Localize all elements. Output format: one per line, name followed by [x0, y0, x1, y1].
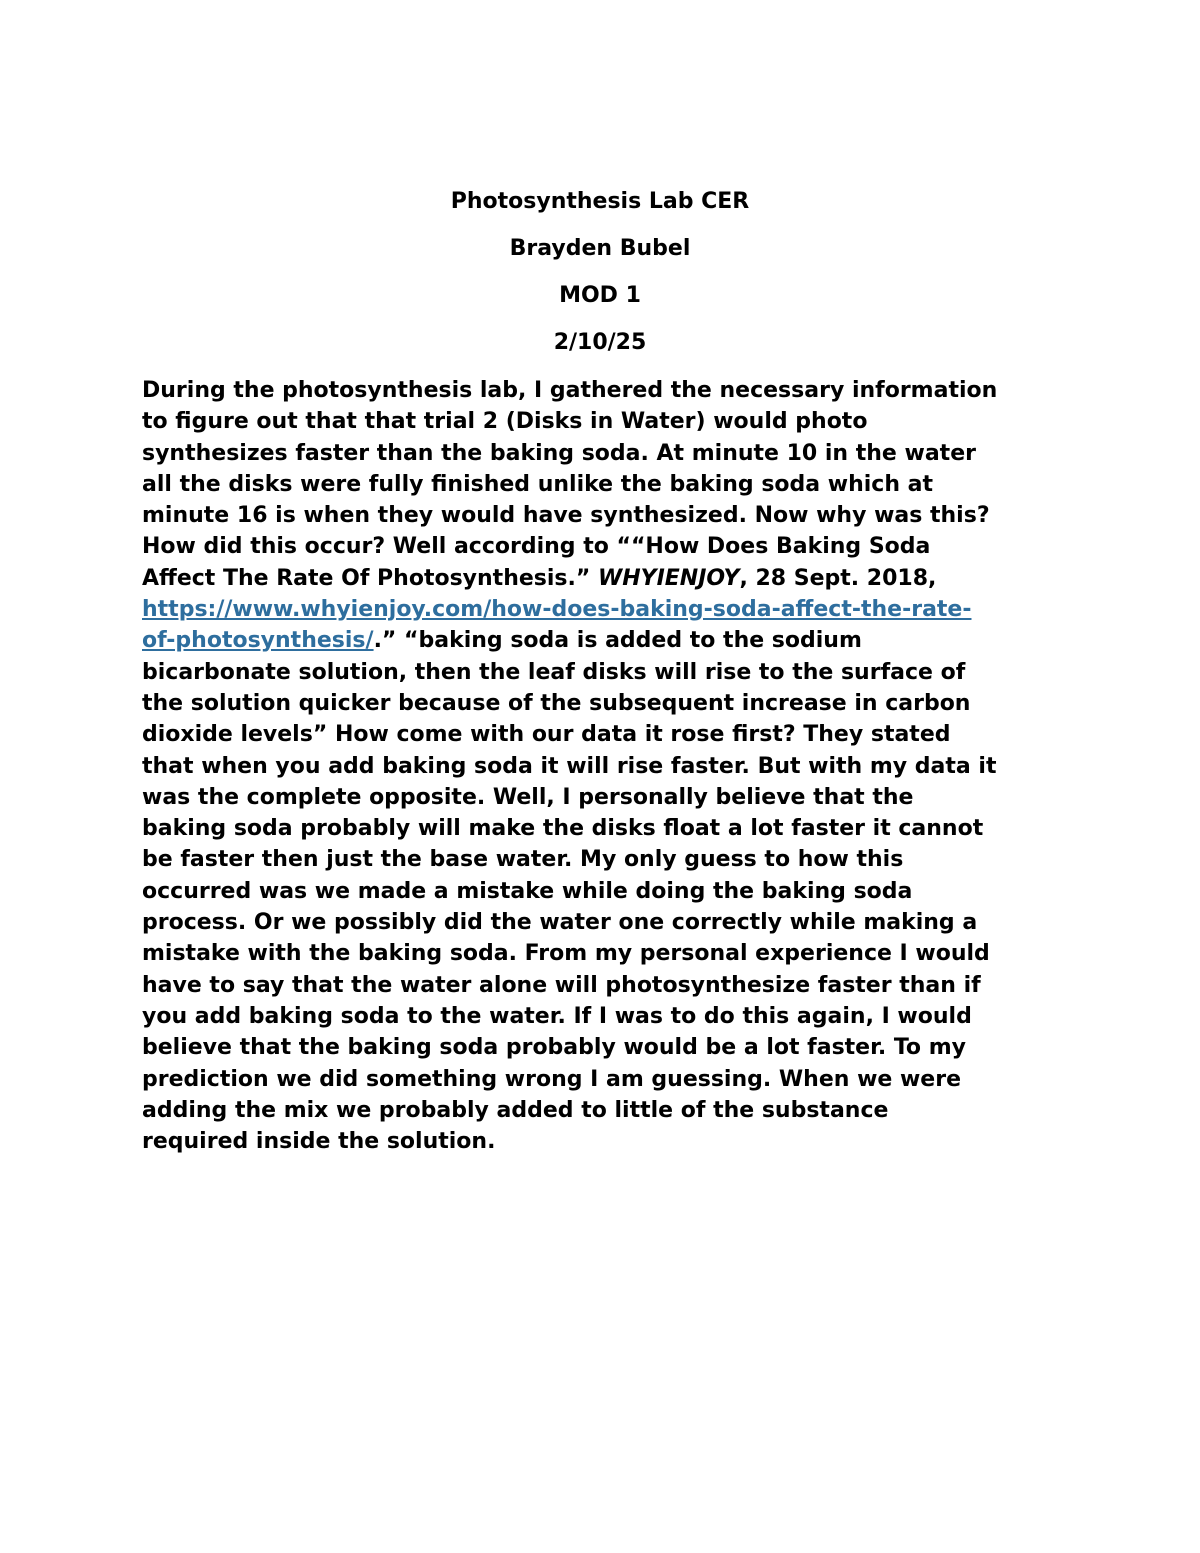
paragraph-line: minute 16 is when they would have synthesized. Now why was this? [142, 503, 990, 529]
paragraph-line: you add baking soda to the water. If I was to do this again, I would [142, 1003, 972, 1029]
citation-source: WHYIENJOY [597, 565, 740, 591]
paragraph-line: mistake with the baking soda. From my personal experience I would [142, 941, 990, 967]
paragraph-line: synthesizes faster than the baking soda. At minute 10 in the water [142, 440, 976, 466]
paragraph-line: occurred was we made a mistake while doing the baking soda [142, 878, 913, 904]
paragraph-line: How did this occur? Well according to ““How Does Baking Soda [142, 534, 931, 560]
paragraph-line: prediction we did something wrong I am guessing. When we were [142, 1066, 961, 1092]
paragraph-line: bicarbonate solution, then the leaf disks will rise to the surface of [142, 659, 966, 685]
paragraph-line: During the photosynthesis lab, I gathered the necessary information [142, 378, 998, 403]
paragraph-line: required inside the solution. [142, 1129, 496, 1155]
paragraph-line: dioxide levels” How come with our data it rose first? They stated [142, 722, 951, 748]
citation-link-part1[interactable]: https://www.whyienjoy.com/how-does-baking-soda-affect-the-rate- [142, 597, 972, 623]
citation-link-part2[interactable]: of-photosynthesis/ [142, 628, 374, 654]
paragraph-line: the solution quicker because of the subsequent increase in carbon [142, 690, 971, 716]
paragraph-line-citation [142, 563, 1067, 594]
paragraph-line: baking soda probably will make the disks float a lot faster it cannot [142, 816, 984, 842]
document-title: Photosynthesis Lab CER [450, 189, 750, 214]
paragraph-line: was the complete opposite. Well, I personally believe that the [142, 784, 914, 810]
document-date: 2/10/25 [553, 330, 647, 355]
document-header [0, 186, 1200, 374]
paragraph-line: adding the mix we probably added to little of the substance [142, 1097, 889, 1123]
paragraph-line: believe that the baking soda probably would be a lot faster. To my [142, 1035, 966, 1061]
paragraph-line: have to say that the water alone will photosynthesize faster than if [142, 972, 981, 998]
quote-start: .” “baking soda is added to the sodium [373, 628, 862, 654]
author-name: Brayden Bubel [509, 236, 691, 261]
paragraph-line: process. Or we possibly did the water one correctly while making a [142, 910, 978, 936]
paragraph-line: all the disks were fully finished unlike the baking soda which at [142, 471, 934, 497]
class-period: MOD 1 [559, 283, 641, 308]
paragraph-line: that when you add baking soda it will rise faster. But with my data it [142, 753, 997, 779]
citation-date: , 28 Sept. 2018, [739, 565, 937, 591]
body-paragraph [142, 375, 1067, 1157]
paragraph-line-link [142, 594, 1067, 625]
paragraph-line: be faster then just the base water. My only guess to how this [142, 847, 904, 873]
citation-title: Affect The Rate Of Photosynthesis.” [142, 565, 598, 591]
paragraph-line-link [142, 625, 1067, 656]
paragraph-line: to figure out that that trial 2 (Disks in Water) would photo [142, 409, 868, 435]
